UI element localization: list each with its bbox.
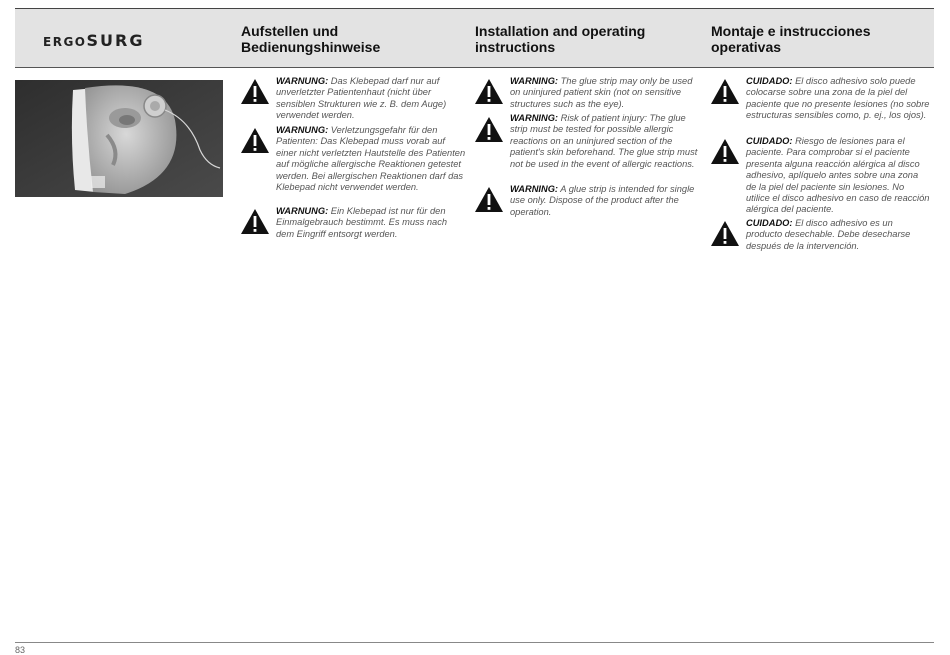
warning-body: Risk of patient injury: The glue strip must be tested for possible allergic reactions on an uninjured section of the patient's skin beforehand. The glue strip must not be used in the event of allergic reactions. [510, 113, 698, 169]
warning-triangle-icon [710, 78, 740, 105]
warning-label: CUIDADO: [746, 218, 793, 228]
column-title-de [241, 23, 380, 55]
warning-triangle-icon [710, 138, 740, 165]
title-line: Montaje e instrucciones [711, 23, 871, 39]
warning-label: WARNING: [510, 76, 559, 86]
warning-triangle-icon [240, 127, 270, 154]
warning-text-es-2 [746, 136, 930, 216]
header-rule [15, 67, 934, 68]
title-line: Aufstellen und [241, 23, 339, 39]
warning-text-de-2 [276, 125, 466, 193]
warning-label: CUIDADO: [746, 136, 793, 146]
warning-text-en-2 [510, 113, 700, 170]
warning-text-en-3 [510, 184, 700, 218]
warning-label: WARNUNG: [276, 125, 329, 135]
footer-rule [15, 642, 934, 643]
warning-label: WARNUNG: [276, 76, 329, 86]
warning-body: The glue strip may only be used on uninjured patient skin (not on sensitive structures such as the eye). [510, 76, 693, 109]
column-title-en [475, 23, 645, 55]
warning-label: CUIDADO: [746, 76, 793, 86]
warning-text-es-3 [746, 218, 930, 252]
warning-body: A glue strip is intended for single use only. Dispose of the product after the operation. [510, 184, 695, 217]
warning-label: WARNUNG: [276, 206, 329, 216]
brand-logo [43, 31, 144, 50]
warning-triangle-icon [240, 208, 270, 235]
warning-body: Das Klebepad darf nur auf unverletzter Patientenhaut (nicht über sensiblen Strukturen wie z. B. dem Auge) verwendet werden. [276, 76, 447, 121]
warning-body: Verletzungsgefahr für den Patienten: Das Klebepad muss vorab auf einer nicht verletzten Hautstelle des Patienten auf mögliche allergische Reaktionen getestet werden. Bei allergischen Reaktionen darf das Klebepad nicht verwendet werden. [276, 125, 466, 193]
warning-text-de-1 [276, 76, 466, 122]
page-number: 83 [15, 645, 26, 655]
warning-triangle-icon [474, 116, 504, 143]
title-line: instructions [475, 39, 556, 55]
warning-text-es-1 [746, 76, 930, 122]
warning-triangle-icon [710, 220, 740, 247]
warning-label: WARNING: [510, 184, 559, 194]
warning-label: WARNING: [510, 113, 559, 123]
warning-body: Riesgo de lesiones para el paciente. Para comprobar si el paciente presenta alguna reacción alérgica al disco adhesivo, aplíquelo antes sobre una zona de la piel del paciente sin lesiones. No utilice el disco adhesivo en caso de reacción alérgica del paciente. [746, 136, 930, 215]
warning-triangle-icon [474, 78, 504, 105]
warning-body: El disco adhesivo solo puede colocarse sobre una zona de la piel del paciente que no presente lesiones (no sobre estructuras sensibles como, p. ej., los ojos). [746, 76, 930, 121]
brand-part2: SURG [86, 31, 145, 50]
warning-triangle-icon [240, 78, 270, 105]
warning-triangle-icon [474, 186, 504, 213]
warning-text-de-3 [276, 206, 466, 240]
column-title-es [711, 23, 870, 55]
title-line: Bedienungshinweise [241, 39, 381, 55]
product-photo [15, 80, 223, 197]
title-line: operativas [711, 39, 782, 55]
brand-part1: ERGO [43, 35, 87, 49]
warning-body: El disco adhesivo es un producto desechable. Debe desecharse después de la intervención. [746, 218, 911, 251]
title-line: Installation and operating [475, 23, 646, 39]
warning-text-en-1 [510, 76, 700, 110]
warning-body: Ein Klebepad ist nur für den Einmalgebrauch bestimmt. Es muss nach dem Eingriff entsorgt werden. [276, 206, 448, 239]
